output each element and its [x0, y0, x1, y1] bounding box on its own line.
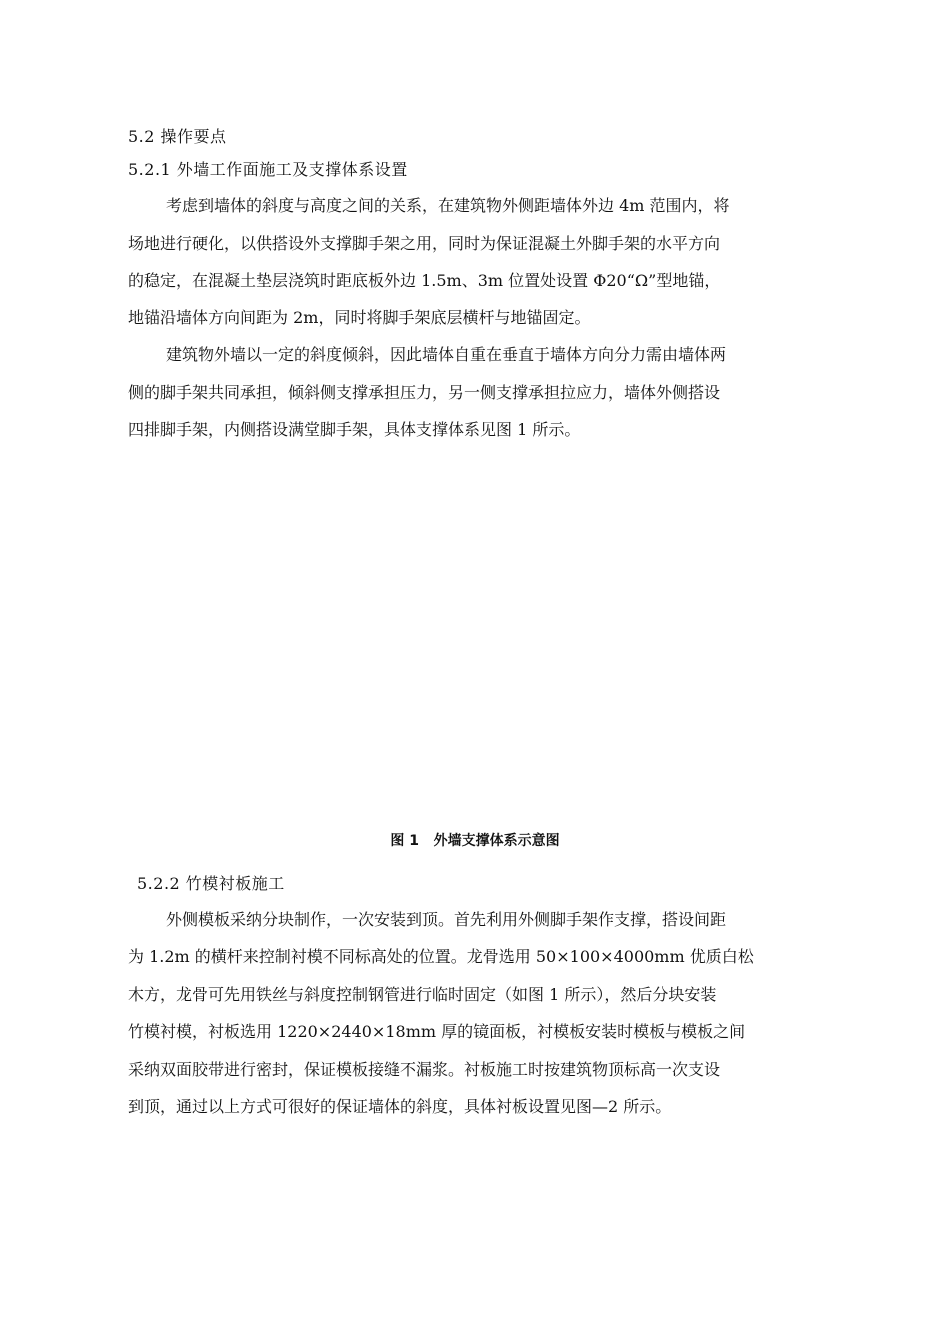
paragraph-line: 侧的脚手架共同承担，倾斜侧支撑承担压力，另一侧支撑承担拉应力，墙体外侧搭设	[128, 383, 721, 402]
paragraph-line: 外侧模板采纳分块制作，一次安装到顶。首先利用外侧脚手架作支撑，搭设间距	[166, 910, 727, 929]
paragraph-line: 木方，龙骨可先用铁丝与斜度控制钢管进行临时固定（如图 1 所示），然后分块安装	[128, 985, 717, 1004]
paragraph-line: 到顶，通过以上方式可很好的保证墙体的斜度，具体衬板设置见图—2 所示。	[128, 1097, 672, 1116]
paragraph-line: 地锚沿墙体方向间距为 2m，同时将脚手架底层横杆与地锚固定。	[128, 308, 591, 327]
paragraph-line: 四排脚手架，内侧搭设满堂脚手架，具体支撑体系见图 1 所示。	[128, 420, 581, 439]
section-5-2-heading: 5.2 操作要点	[128, 127, 227, 146]
paragraph-line: 建筑物外墙以一定的斜度倾斜，因此墙体自重在垂直于墙体方向分力需由墙体两	[166, 345, 727, 364]
figure-1-image	[128, 460, 838, 800]
paragraph-line: 场地进行硬化，以供搭设外支撑脚手架之用，同时为保证混凝土外脚手架的水平方向	[128, 234, 721, 253]
figure-1-caption: 图 1 外墙支撑体系示意图	[390, 833, 560, 849]
paragraph-line: 为 1.2m 的横杆来控制衬模不同标高处的位置。龙骨选用 50×100×4000mm 优质白松	[128, 947, 754, 966]
paragraph-line: 采纳双面胶带进行密封，保证模板接缝不漏浆。衬板施工时按建筑物顶标高一次支设	[128, 1060, 721, 1079]
paragraph-line: 的稳定，在混凝土垫层浇筑时距底板外边 1.5m、3m 位置处设置 Φ20“Ω”型地锚，	[128, 271, 721, 290]
paragraph-line: 竹模衬模，衬板选用 1220×2440×18mm 厚的镜面板，衬模板安装时模板与模板之间	[128, 1022, 746, 1041]
section-5-2-2-heading: 5.2.2 竹模衬板施工	[137, 874, 285, 893]
section-5-2-1-heading: 5.2.1 外墙工作面施工及支撑体系设置	[128, 160, 408, 179]
paragraph-line: 考虑到墙体的斜度与高度之间的关系，在建筑物外侧距墙体外边 4m 范围内，将	[166, 196, 730, 215]
